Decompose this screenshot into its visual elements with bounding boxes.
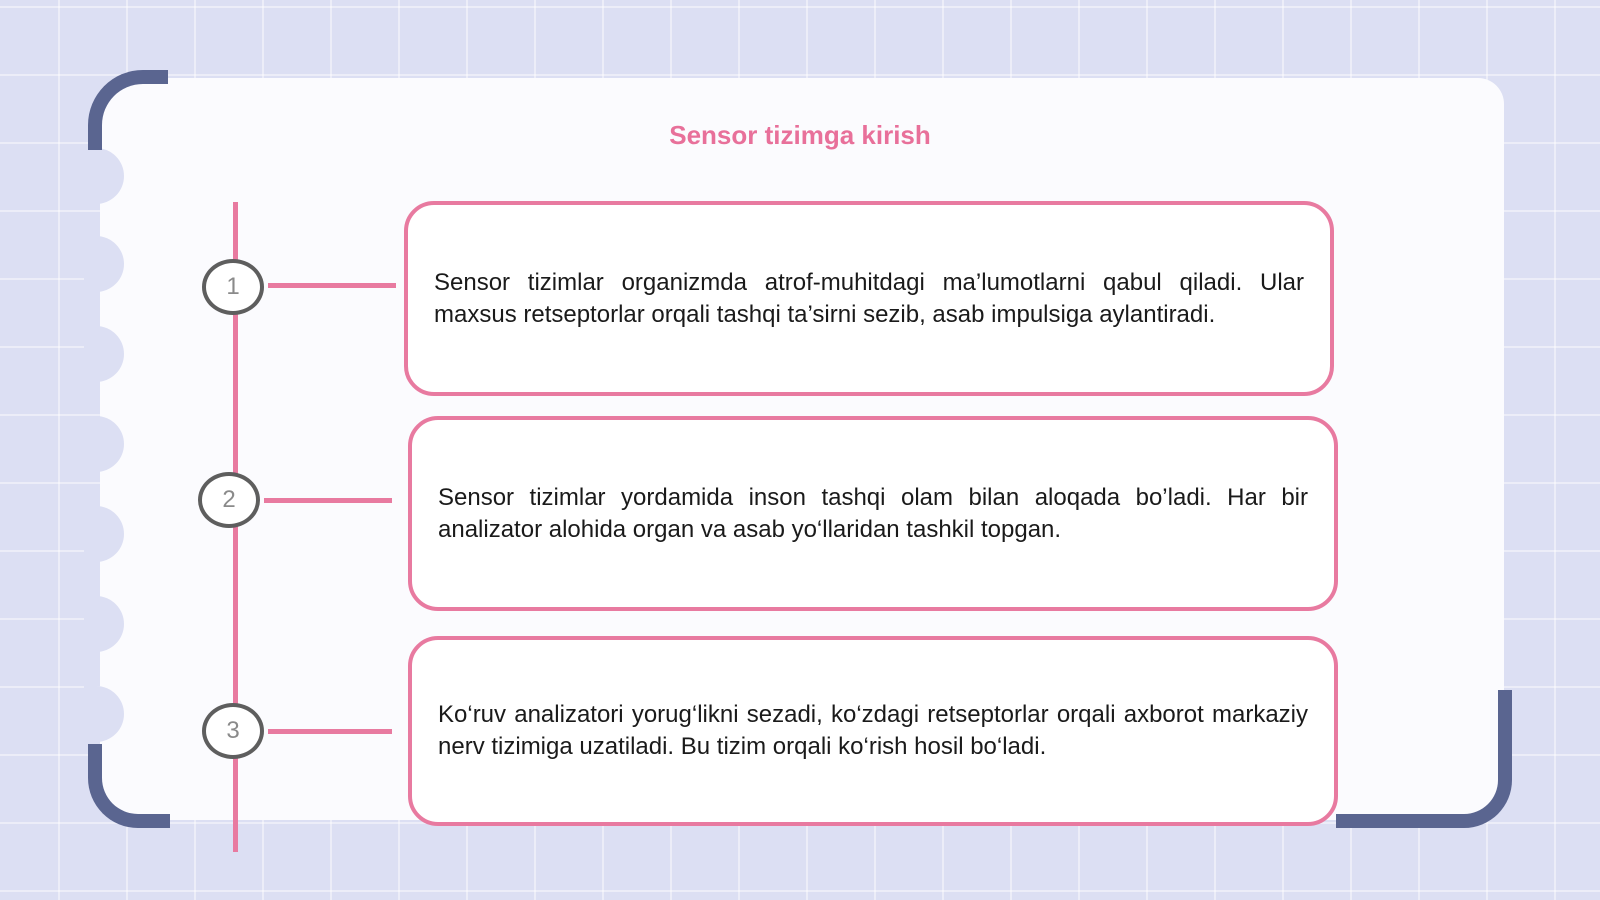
step-number-2: 2	[198, 472, 260, 528]
step-card-1	[404, 201, 1334, 396]
timeline-connector-2	[264, 498, 392, 503]
step-card-2	[408, 416, 1338, 611]
step-card-3	[408, 636, 1338, 826]
step-text-1: Sensor tizimlar organizmda atrof-muhitdagi ma’lumotlarni qabul qiladi. Ular maxsus retseptorlar orqali tashqi ta’sirni sezib, asab impulsiga aylantiradi.	[434, 268, 1304, 328]
step-number-3: 3	[202, 703, 264, 759]
step-text-3: Ko‘ruv analizatori yorug‘likni sezadi, ko‘zdagi retseptorlar orqali axborot markaziy nerv tizimiga uzatiladi. Bu tizim orqali ko‘rish hosil bo‘ladi.	[438, 701, 1308, 760]
timeline-connector-1	[268, 283, 396, 288]
frame-corner-bottom-left	[88, 744, 170, 828]
timeline-connector-3	[268, 729, 392, 734]
slide-title: Sensor tizimga kirish	[669, 120, 931, 150]
step-number-1: 1	[202, 259, 264, 315]
frame-corner-bottom-right	[1336, 690, 1512, 828]
step-text-2: Sensor tizimlar yordamida inson tashqi olam bilan aloqada bo’ladi. Har bir analizator alohida organ va asab yo‘llaridan tashkil topgan.	[438, 483, 1308, 543]
